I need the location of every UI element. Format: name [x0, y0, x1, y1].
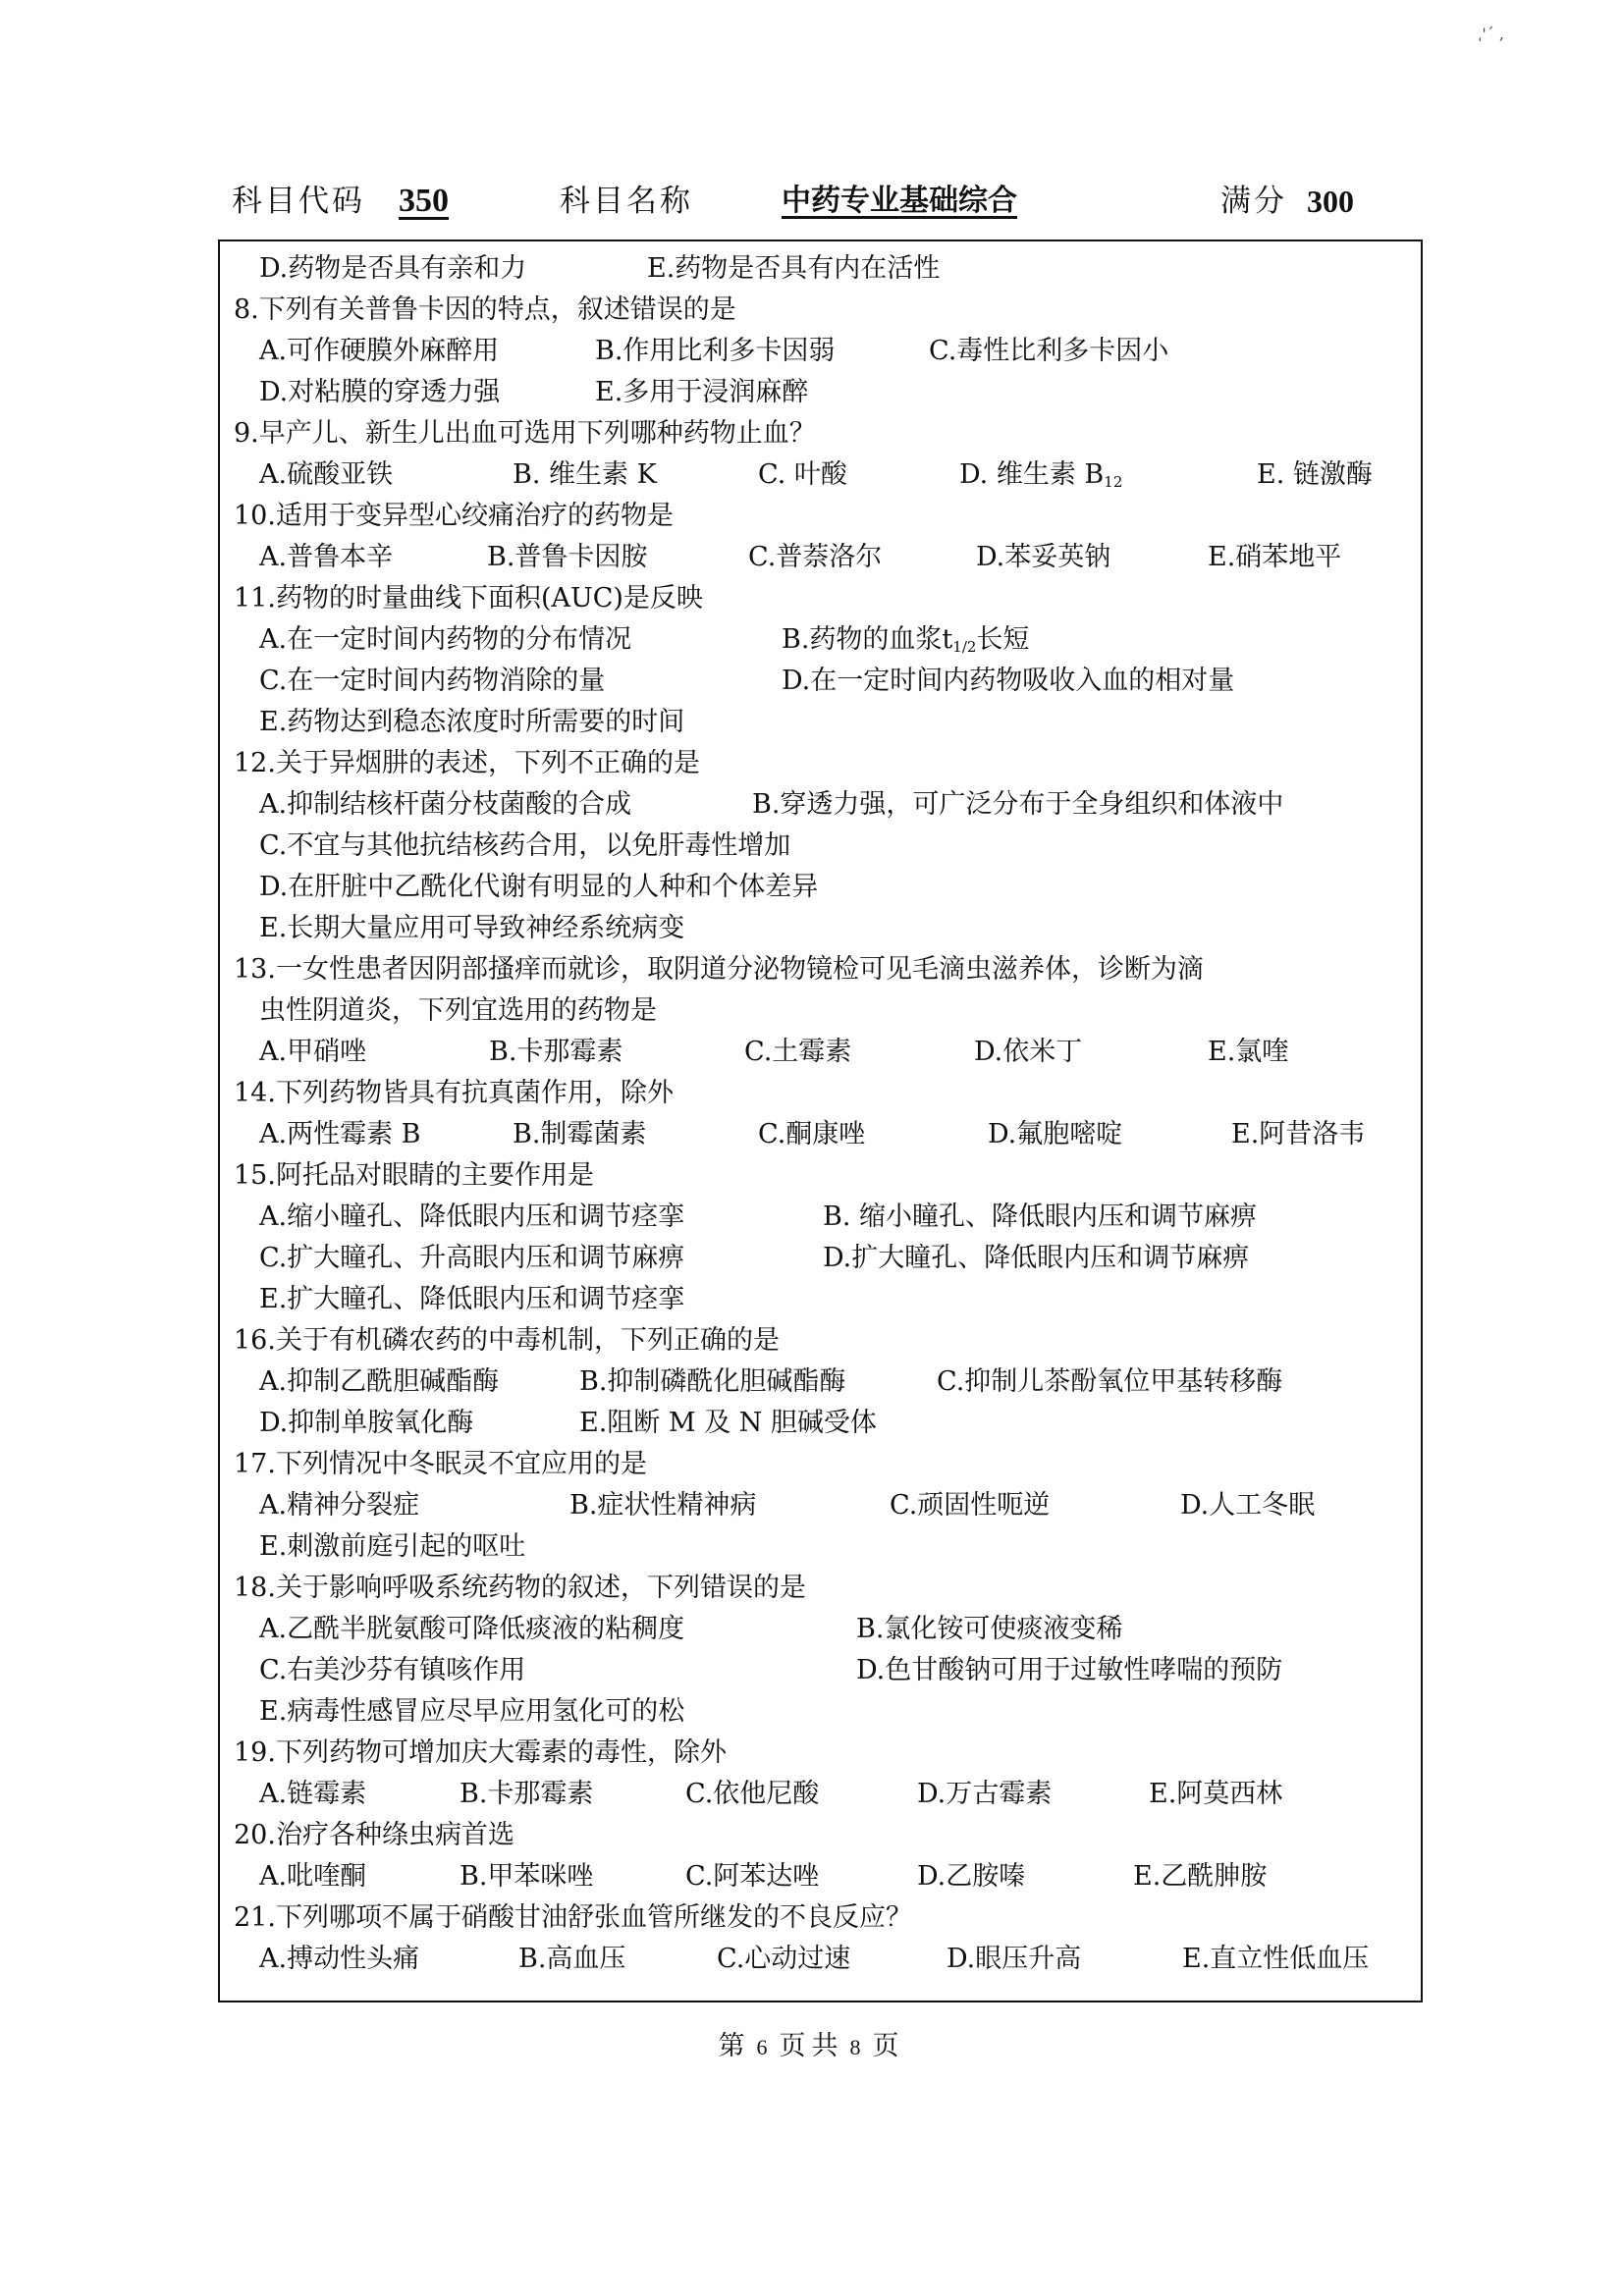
answer-option	[259, 373, 500, 412]
option-text: E.病毒性感冒应尽早应用氢化可的松	[259, 1696, 685, 1727]
option-text: E. 链激酶	[1257, 459, 1373, 490]
option-text: A.可作硬膜外麻醉用	[259, 336, 500, 366]
answer-option	[579, 1404, 877, 1443]
answer-option	[748, 538, 882, 577]
option-text: B.甲苯咪唑	[460, 1861, 594, 1892]
option-text: C.酮康唑	[758, 1119, 866, 1149]
option-text: E.长期大量应用可导致神经系统病变	[259, 913, 685, 943]
option-row	[259, 662, 1418, 701]
option-text: C.普萘洛尔	[748, 542, 883, 572]
option-text: D.药物是否具有亲和力	[259, 253, 527, 284]
option-row	[259, 1940, 1418, 1979]
option-text: E.扩大瞳孔、降低眼内压和调节痉挛	[259, 1284, 685, 1314]
answer-option	[259, 1857, 366, 1896]
option-text: C.在一定时间内药物消除的量	[259, 666, 606, 696]
exam-header	[232, 177, 1361, 226]
answer-option	[782, 620, 1029, 667]
answer-option	[513, 455, 657, 495]
option-text-after: 长短	[976, 624, 1030, 655]
option-text: A.链霉素	[259, 1779, 367, 1809]
option-text: E.硝苯地平	[1208, 542, 1342, 572]
footer-suffix: 页	[872, 2031, 905, 2061]
answer-option	[685, 1775, 819, 1814]
option-text: C. 叶酸	[758, 459, 847, 490]
answer-option	[823, 1198, 1257, 1237]
answer-option	[259, 1404, 473, 1443]
answer-option	[1231, 1115, 1365, 1154]
option-text: E.氯喹	[1208, 1037, 1289, 1067]
answer-option	[1182, 1940, 1369, 1979]
footer-prefix: 第	[718, 2031, 751, 2061]
option-text: A.硫酸亚铁	[259, 459, 394, 490]
option-text: B.穿透力强，可广泛分布于全身组织和体液中	[752, 789, 1284, 820]
answer-option	[259, 703, 684, 742]
option-text: C.顽固性呃逆	[890, 1490, 1051, 1521]
option-row	[259, 1610, 1418, 1649]
option-row	[259, 1033, 1418, 1072]
option-row	[259, 1280, 1418, 1319]
question-stem: 18.关于影响呼吸系统药物的叙述，下列错误的是	[234, 1573, 806, 1603]
answer-option	[752, 785, 1283, 825]
option-text: B.卡那霉素	[489, 1037, 623, 1067]
option-text: C.心动过速	[717, 1944, 851, 1974]
option-text: B.抑制磷酰化胆碱酯酶	[579, 1366, 846, 1397]
option-text: D.色甘酸钠可用于过敏性哮喘的预防	[856, 1655, 1283, 1685]
answer-option	[259, 1033, 366, 1072]
page-footer	[0, 2027, 1623, 2067]
answer-option	[685, 1857, 819, 1896]
option-text: E.阻断 M 及 N 胆碱受体	[579, 1408, 877, 1438]
answer-option	[890, 1486, 1050, 1525]
answer-option	[487, 538, 647, 577]
question-stem: 10.适用于变异型心绞痛治疗的药物是	[234, 501, 674, 531]
option-text: D.苯妥英钠	[976, 542, 1111, 572]
answer-option	[259, 868, 818, 907]
answer-option	[259, 785, 631, 825]
option-row	[259, 249, 1418, 289]
total-pages: 8	[849, 2035, 867, 2059]
option-row	[259, 620, 1418, 660]
option-row	[259, 1486, 1418, 1525]
answer-option	[758, 1115, 865, 1154]
option-text: B.药物的血浆t	[782, 624, 953, 655]
option-subscript: 1/2	[952, 638, 977, 656]
answer-option	[259, 1239, 684, 1278]
answer-option	[988, 1115, 1122, 1154]
option-text: C.毒性比利多卡因小	[929, 336, 1169, 366]
option-row	[259, 1115, 1418, 1154]
option-row	[259, 455, 1418, 495]
answer-option	[1257, 455, 1373, 495]
answer-option	[744, 1033, 851, 1072]
answer-option	[460, 1775, 593, 1814]
answer-option	[1180, 1486, 1315, 1525]
answer-option	[717, 1940, 850, 1979]
answer-option	[259, 827, 790, 866]
option-text: E.刺激前庭引起的呕吐	[259, 1531, 526, 1562]
answer-option	[579, 1362, 845, 1402]
answer-option	[259, 1940, 419, 1979]
current-page: 6	[756, 2035, 774, 2059]
option-text: B.高血压	[518, 1944, 626, 1974]
option-text: B.制霉菌素	[513, 1119, 647, 1149]
option-text: D.抑制单胺氧化酶	[259, 1408, 474, 1438]
option-row	[259, 373, 1418, 412]
option-row	[259, 1857, 1418, 1896]
question-stem: 9.早产儿、新生儿出血可选用下列哪种药物止血？	[234, 418, 816, 449]
answer-option	[917, 1775, 1052, 1814]
option-text: C.右美沙芬有镇咳作用	[259, 1655, 526, 1685]
option-text: B.氯化铵可使痰液变稀	[856, 1614, 1123, 1644]
question-stem: 12.关于异烟肼的表述，下列不正确的是	[234, 748, 700, 778]
option-text: A.抑制结核杆菌分枝菌酸的合成	[259, 789, 632, 820]
answer-option	[513, 1115, 646, 1154]
answer-option	[259, 538, 393, 577]
answer-option	[595, 373, 808, 412]
option-row	[259, 1692, 1418, 1732]
answer-option	[917, 1857, 1025, 1896]
option-text: E.药物是否具有内在活性	[647, 253, 941, 284]
subject-name-value: 中药专业基础综合	[782, 184, 1017, 218]
option-text: A.乙酰半胱氨酸可降低痰液的粘稠度	[259, 1614, 685, 1644]
question-stem: 11.药物的时量曲线下面积(AUC)是反映	[234, 583, 703, 614]
question-stem: 13.一女性患者因阴部搔痒而就诊，取阴道分泌物镜检可见毛滴虫滋养体，诊断为滴	[234, 954, 1204, 985]
option-text: B. 缩小瞳孔、降低眼内压和调节麻痹	[823, 1201, 1258, 1232]
option-text: B. 维生素 K	[513, 459, 657, 490]
answer-option	[647, 249, 940, 289]
option-row	[259, 1527, 1418, 1567]
full-score-label: 满分	[1220, 184, 1287, 219]
answer-option	[259, 1362, 499, 1402]
option-subscript: 12	[1104, 473, 1123, 491]
option-text: A.在一定时间内药物的分布情况	[259, 624, 632, 655]
answer-option	[259, 1486, 419, 1525]
answer-option	[259, 1198, 684, 1237]
option-text: C.阿苯达唑	[685, 1861, 820, 1892]
question-stem: 19.下列药物可增加庆大霉素的毒性，除外	[234, 1737, 727, 1768]
option-text: B.作用比利多卡因弱	[595, 336, 836, 366]
answer-option	[929, 332, 1168, 371]
option-text: C.扩大瞳孔、升高眼内压和调节麻痹	[259, 1243, 685, 1273]
option-row	[259, 1198, 1418, 1237]
option-text: D.眼压升高	[947, 1944, 1082, 1974]
option-text: A.普鲁本辛	[259, 542, 394, 572]
option-text: D.对粘膜的穿透力强	[259, 377, 501, 407]
answer-option	[856, 1651, 1282, 1690]
answer-option	[460, 1857, 593, 1896]
option-text: C.依他尼酸	[685, 1779, 820, 1809]
answer-option	[1133, 1857, 1267, 1896]
answer-option	[1149, 1775, 1282, 1814]
question-stem: 15.阿托品对眼睛的主要作用是	[234, 1160, 594, 1191]
option-text: D.万古霉素	[917, 1779, 1053, 1809]
option-text: C.抑制儿茶酚氧位甲基转移酶	[937, 1366, 1283, 1397]
subject-code-value: 350	[399, 183, 449, 219]
scan-marks: ˌ'´ ,	[1478, 25, 1504, 43]
option-text: A.精神分裂症	[259, 1490, 420, 1521]
answer-option	[259, 1775, 366, 1814]
option-text: C.不宜与其他抗结核药合用，以免肝毒性增加	[259, 830, 791, 861]
answer-option	[259, 620, 631, 660]
option-row	[259, 1651, 1418, 1690]
answer-option	[856, 1610, 1122, 1649]
option-text: D.人工冬眠	[1180, 1490, 1316, 1521]
answer-option	[259, 332, 499, 371]
question-stem: 8.下列有关普鲁卡因的特点，叙述错误的是	[234, 294, 736, 325]
answer-option	[259, 991, 657, 1031]
full-score-value: 300	[1307, 184, 1354, 219]
answer-option	[595, 332, 835, 371]
option-text: E.阿莫西林	[1149, 1779, 1283, 1809]
option-row	[259, 1404, 1418, 1443]
footer-middle: 页共	[779, 2031, 844, 2061]
option-text: B.症状性精神病	[569, 1490, 757, 1521]
option-text: E.多用于浸润麻醉	[595, 377, 809, 407]
answer-option	[1208, 1033, 1288, 1072]
option-text: E.乙酰胂胺	[1133, 1861, 1268, 1892]
option-text: E.阿昔洛韦	[1231, 1119, 1366, 1149]
option-text: B.普鲁卡因胺	[487, 542, 648, 572]
option-text: E.直立性低血压	[1182, 1944, 1370, 1974]
answer-option	[1208, 538, 1341, 577]
option-text: D. 维生素 B	[959, 459, 1105, 490]
question-stem: 21.下列哪项不属于硝酸甘油舒张血管所继发的不良反应？	[234, 1902, 912, 1933]
option-row	[259, 868, 1418, 907]
answer-option	[259, 1651, 525, 1690]
option-text: C.土霉素	[744, 1037, 852, 1067]
answer-option	[259, 249, 526, 289]
option-text: A.抑制乙酰胆碱酯酶	[259, 1366, 500, 1397]
answer-option	[937, 1362, 1282, 1402]
option-text: A.甲硝唑	[259, 1037, 367, 1067]
answer-option	[782, 662, 1234, 701]
answer-option	[259, 455, 393, 495]
option-text: B.卡那霉素	[460, 1779, 594, 1809]
question-stem: 20.治疗各种绦虫病首选	[234, 1820, 514, 1850]
question-box	[218, 240, 1423, 2002]
option-text: A.搏动性头痛	[259, 1944, 420, 1974]
question-stem: 17.下列情况中冬眠灵不宜应用的是	[234, 1449, 647, 1479]
option-text: D.在一定时间内药物吸收入血的相对量	[782, 666, 1235, 696]
option-row	[259, 538, 1418, 577]
option-text: A.缩小瞳孔、降低眼内压和调节痉挛	[259, 1201, 685, 1232]
answer-option	[259, 662, 605, 701]
subject-code-label: 科目代码	[232, 184, 365, 219]
option-text: D.在肝脏中乙酰化代谢有明显的人种和个体差异	[259, 872, 819, 902]
subject-name-label: 科目名称	[560, 184, 693, 219]
answer-option	[259, 1692, 684, 1732]
option-text: D.氟胞嘧啶	[988, 1119, 1123, 1149]
option-text: D.扩大瞳孔、降低眼内压和调节麻痹	[823, 1243, 1250, 1273]
option-row	[259, 703, 1418, 742]
answer-option	[974, 1033, 1082, 1072]
answer-option	[959, 455, 1122, 502]
option-row	[259, 909, 1418, 948]
answer-option	[947, 1940, 1081, 1979]
question-stem: 14.下列药物皆具有抗真菌作用，除外	[234, 1078, 674, 1108]
answer-option	[259, 1610, 684, 1649]
answer-option	[569, 1486, 756, 1525]
answer-option	[259, 1527, 525, 1567]
option-row	[259, 332, 1418, 371]
question-stem: 16.关于有机磷农药的中毒机制，下列正确的是	[234, 1325, 780, 1356]
answer-option	[259, 1115, 421, 1154]
answer-option	[823, 1239, 1249, 1278]
option-text: A.两性霉素 B	[259, 1119, 421, 1149]
option-row	[259, 991, 1418, 1031]
option-text: D.乙胺嗪	[917, 1861, 1026, 1892]
answer-option	[259, 909, 684, 948]
answer-option	[518, 1940, 625, 1979]
option-row	[259, 1239, 1418, 1278]
answer-option	[758, 455, 847, 495]
option-row	[259, 785, 1418, 825]
answer-option	[976, 538, 1110, 577]
answer-option	[259, 1280, 684, 1319]
option-text: D.依米丁	[974, 1037, 1083, 1067]
option-row	[259, 1362, 1418, 1402]
option-text: A.吡喹酮	[259, 1861, 367, 1892]
option-row	[259, 1775, 1418, 1814]
answer-option	[489, 1033, 622, 1072]
option-text: 虫性阴道炎，下列宜选用的药物是	[259, 995, 657, 1026]
option-row	[259, 827, 1418, 866]
option-text: E.药物达到稳态浓度时所需要的时间	[259, 707, 685, 737]
